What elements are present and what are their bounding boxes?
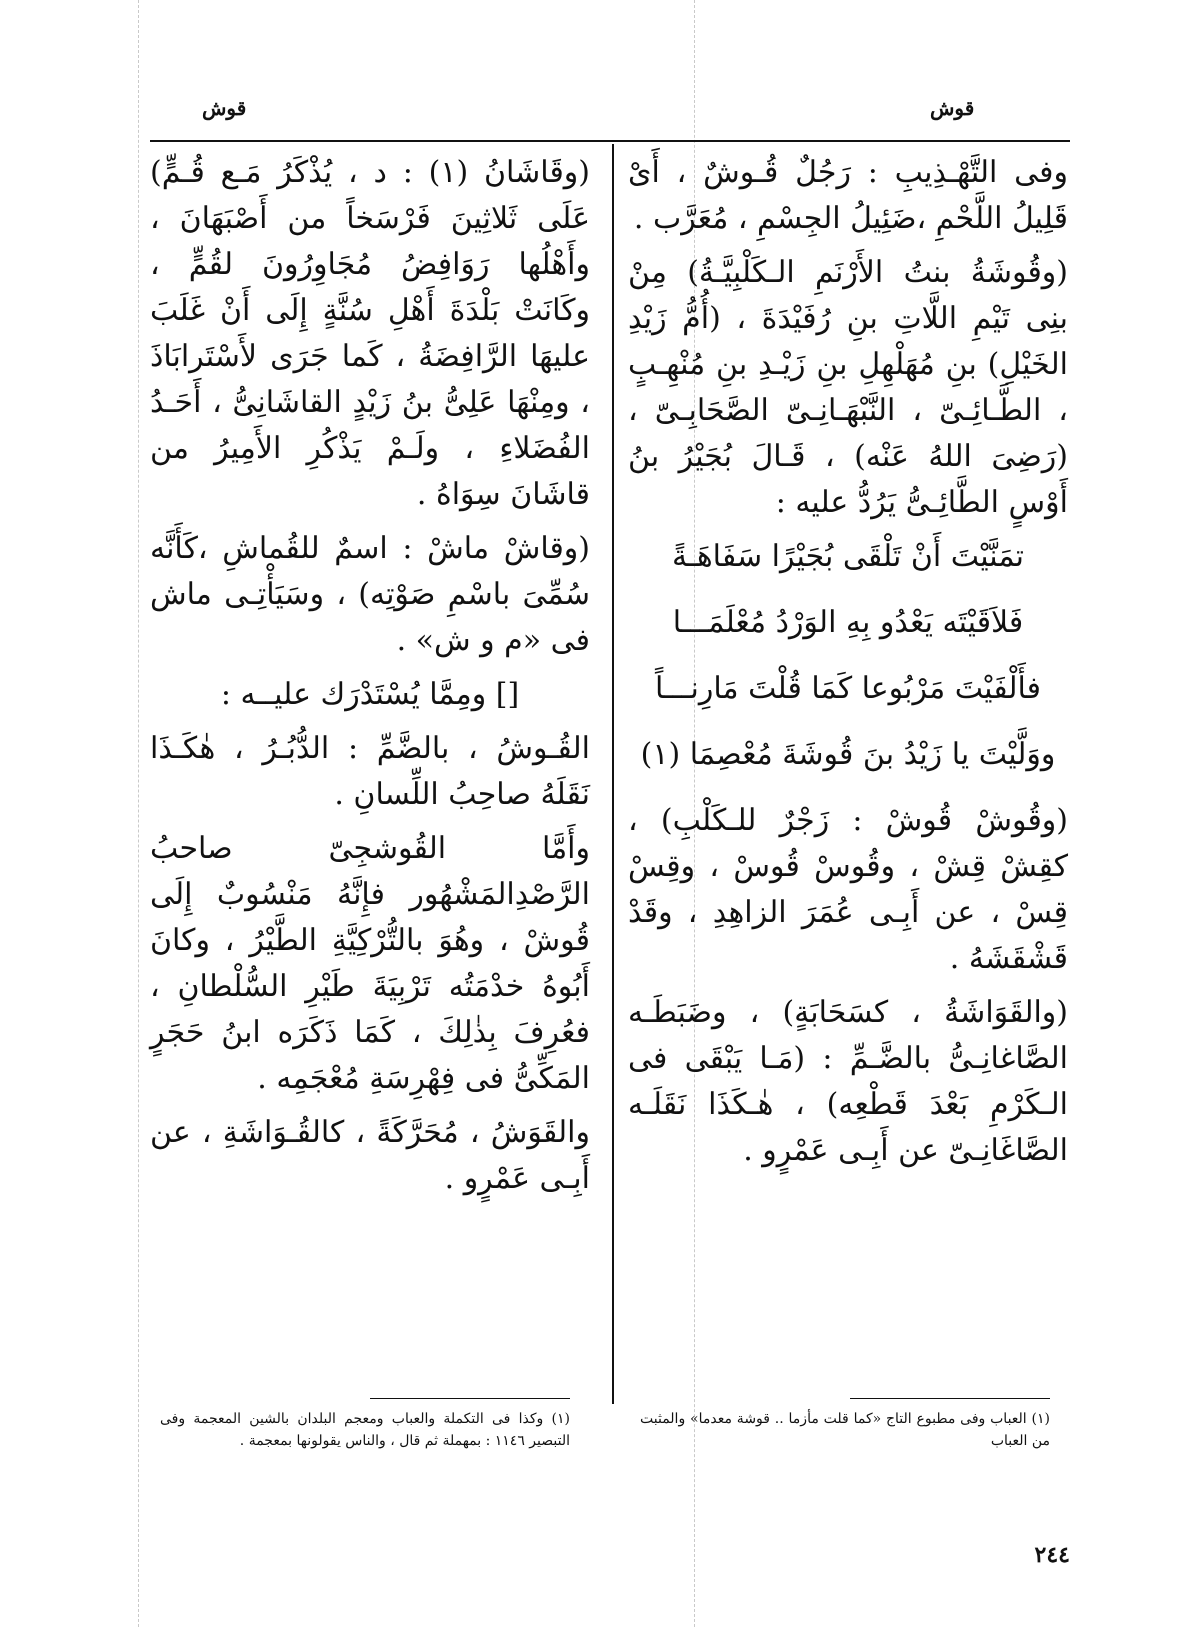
entry-paragraph: وأَمَّا القُوشجِىّ صاحبُ الرَّصْدِالمَشْهُور فإِنَّهُ مَنْسُوبٌ إِلَى قُوشْ ، وهُوَ بالتُّرْكِيَّةِ الطَّيْرُ ، وكانَ أَبُوهُ خدْمَتُه تَرْبِيَةَ طَيْرِ السُّلْطانِ ، فعُرِفَ بِذٰلِكَ ، كَمَا ذَكَرَه ابنُ حَجَرٍ المَكِّىُّ فى فِهْرِسَةِ مُعْجَمِه . xyxy=(150,831,590,1096)
running-header-right: قوش xyxy=(930,96,975,120)
footnote-rule-right xyxy=(850,1398,1050,1399)
entry-paragraph: والقَوَشُ ، مُحَرَّكَةً ، كالقُـوَاشَةِ ، عن أَبِـى عَمْرٍو . xyxy=(150,1115,590,1196)
scan-fold-line xyxy=(138,0,139,1627)
footnote-left: (١) وكذا فى التكملة والعباب ومعجم البلدان بالشين المعجمة وفى التبصير ١١٤٦ : بمهملة ثم قال ، والناس يقولونها بمعجمة . xyxy=(160,1411,570,1449)
poem-verse: ووَلَّيْتَ يا زَيْدُ بنَ قُوشَةَ مُعْصِمَا (١) xyxy=(640,737,1056,772)
footnote-right: (١) العباب وفى مطبوع التاج «كما قلت مأزما .. قوشة معدما» والمثبت من العباب xyxy=(640,1411,1050,1449)
column-divider xyxy=(612,144,614,1404)
dictionary-page xyxy=(150,82,1070,1582)
entry-paragraph: (وقاشْ ماشْ : اسمٌ للقُماشِ ،كَأَنَّه سُمِّىَ باسْمِ صَوْتِه) ، وسَيَأْتِـى ماش فى «م و ش» . xyxy=(150,531,590,658)
entry-paragraph: (وقُوشَةُ بنتُ الأَرْنَمِ الـكَلْبِيَّـةُ) مِنْ بنِى تَيْمِ اللَّاتِ بنِ رُفَيْدَةَ ، (أُمُّ زَيْدِ الخَيْلِ) بنِ مُهَلْهِلِ بنِ زَيْـدِ بنِ مُنْهِـبٍ ، الطَّـائِـىّ ، النَّبْهَـانِـىّ الصَّحَابِـىّ ، (رَضِىَ اللهُ عَنْه) ، قَـالَ بُجَيْرُ بنُ أَوْسٍ الطَّائِـىُّ يَرُدُّ عليه : xyxy=(628,255,1068,520)
right-column xyxy=(628,150,1068,1390)
entry-paragraph: (والقَوَاشَةُ ، كسَحَابَةٍ) ، وضَبَطَـه الصَّاغانِـىُّ بالضَّـمِّ : (مَـا يَبْقَى فى الـكَرْمِ بَعْدَ قَطْعِه) ، هٰـكَذَا نَقَلَـه الصَّاغَانِـىّ عن أَبِـى عَمْرٍو . xyxy=(628,995,1068,1168)
left-column xyxy=(150,150,590,1390)
running-header-left: قوش xyxy=(202,96,247,120)
entry-paragraph: وفى التَّهْـذِيبِ : رَجُلٌ قُـوشٌ ، أَىْ قَلِيلُ اللَّحْمِ ،ضَئِيلُ الجِسْمِ ، مُعَرَّب . xyxy=(628,155,1068,236)
section-heading: [] ومِمَّا يُسْتَدْرَك عليــه : xyxy=(220,677,520,712)
entry-paragraph: القُـوشُ ، بالضَّمِّ : الدُّبُـرُ ، هٰكَـذَا نَقَلَهُ صاحِبُ اللِّسانِ . xyxy=(150,731,590,812)
page-number: ٢٤٤ xyxy=(1034,1542,1070,1568)
footnote-rule-left xyxy=(370,1398,570,1399)
poem-verse: فَلاَقَيْتَه يَعْدُو بِهِ الوَرْدُ مُعْلَمَـــا xyxy=(672,605,1024,640)
poem-verse: تمَنَّيْتَ أَنْ تَلْقَى بُجَيْرًا سَفَاهَـةً xyxy=(671,539,1025,574)
poem-verse: فأَلْفَيْتَ مَرْبُوعا كَمَا قُلْتَ مَارِنـــاً xyxy=(654,671,1041,706)
entry-paragraph: (وقُوشْ قُوشْ : زَجْرٌ للـكَلْبِ) ، كقِشْ قِشْ ، وقُوسْ قُوسْ ، وقِسْ قِسْ ، عن أَبِـى عُمَرَ الزاهِدِ ، وقَدْ قَشْقَشَهُ . xyxy=(628,803,1068,976)
header-rule xyxy=(150,140,1070,142)
entry-paragraph: (وقَاشَانُ (١) : د ، يُذْكَرُ مَـع قُـمٍّ) عَلَى ثَلاثِينَ فَرْسَخاً من أَصْبَهَانَ ، وأَهْلُها رَوَافِضُ مُجَاوِرُونَ لقُمٍّ ، وكَانَتْ بَلْدَةَ أَهْلِ سُنَّةٍ إِلَى أَنْ غَلَبَ عليهَا الرَّافِضَةُ ، كَما جَرَى لأَسْتَرابَاذَ ، ومِنْهَا عَلِىُّ بنُ زَيْدٍ القاشَانِىُّ ، أَحَـدُ الفُضَلاءِ ، ولَـمْ يَذْكُرِ الأَمِيرُ من قاشَانَ سِوَاهُ . xyxy=(150,155,590,512)
